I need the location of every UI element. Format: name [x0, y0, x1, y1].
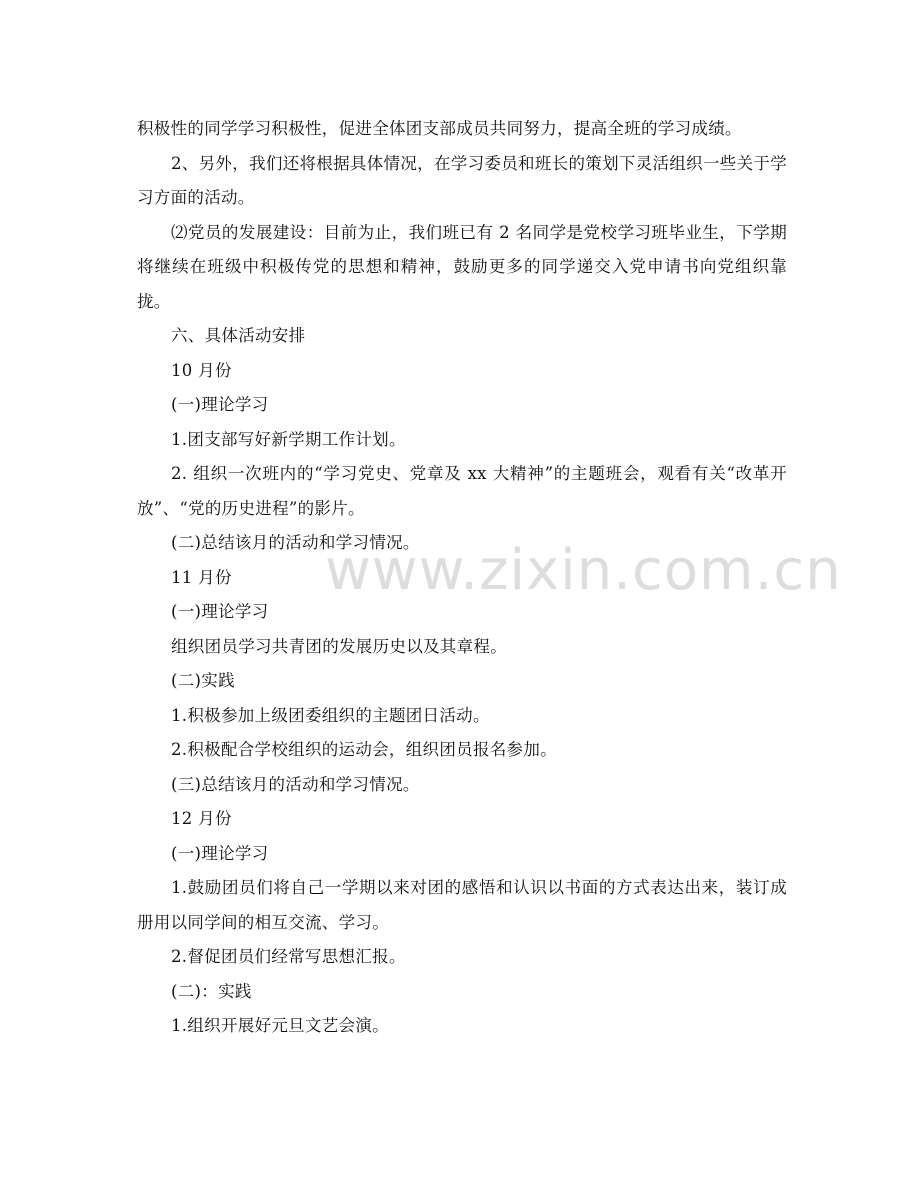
list-item: 1.鼓励团员们将自己一学期以来对团的感悟和认识以书面的方式表达出来，装订成册用以同学间的相互交流、学习。 [137, 878, 787, 932]
list-item: 组织团员学习共青团的发展历史以及其章程。 [171, 636, 507, 656]
paragraph-2: 2、另外，我们还将根据具体情况，在学习委员和班长的策划下灵活组织一些关于学习方面的活动。 [137, 153, 787, 207]
subheading: (二)实践 [171, 671, 235, 690]
section-heading: 六、具体活动安排 [171, 326, 306, 345]
subheading: (三)总结该月的活动和学习情况。 [171, 774, 420, 794]
list-item: 2.督促团员们经常写思想汇报。 [171, 947, 406, 966]
month-heading-november: 11 月份 [171, 567, 232, 587]
list-item: 2.积极配合学校组织的运动会，组织团员报名参加。 [171, 740, 557, 759]
subheading: (二)总结该月的活动和学习情况。 [171, 533, 420, 552]
list-item: 1.团支部写好新学期工作计划。 [171, 429, 406, 449]
subheading: (一)理论学习 [171, 602, 269, 621]
list-item: 1.积极参加上级团委组织的主题团日活动。 [171, 705, 490, 725]
month-heading-october: 10 月份 [171, 360, 232, 380]
subheading: (一)理论学习 [171, 843, 269, 863]
subheading: (一)理论学习 [171, 395, 269, 414]
list-item: 1.组织开展好元旦文艺会演。 [171, 1016, 389, 1035]
subheading: (二)：实践 [171, 981, 252, 1001]
list-item: 2. 组织一次班内的“学习党史、党章及 xx 大精神”的主题班会，观看有关“改革开放”、“党的历史进程”的影片。 [137, 464, 787, 518]
watermark: www.zixin.com.cn [325, 538, 842, 603]
paragraph-3: ⑵党员的发展建设：目前为止，我们班已有 2 名同学是党校学习班毕业生，下学期将继续在班级中积极传党的思想和精神，鼓励更多的同学递交入党申请书向党组织靠拢。 [137, 222, 787, 311]
paragraph-1: 积极性的同学学习积极性，促进全体团支部成员共同努力，提高全班的学习成绩。 [137, 119, 742, 138]
month-heading-december: 12 月份 [171, 809, 232, 828]
